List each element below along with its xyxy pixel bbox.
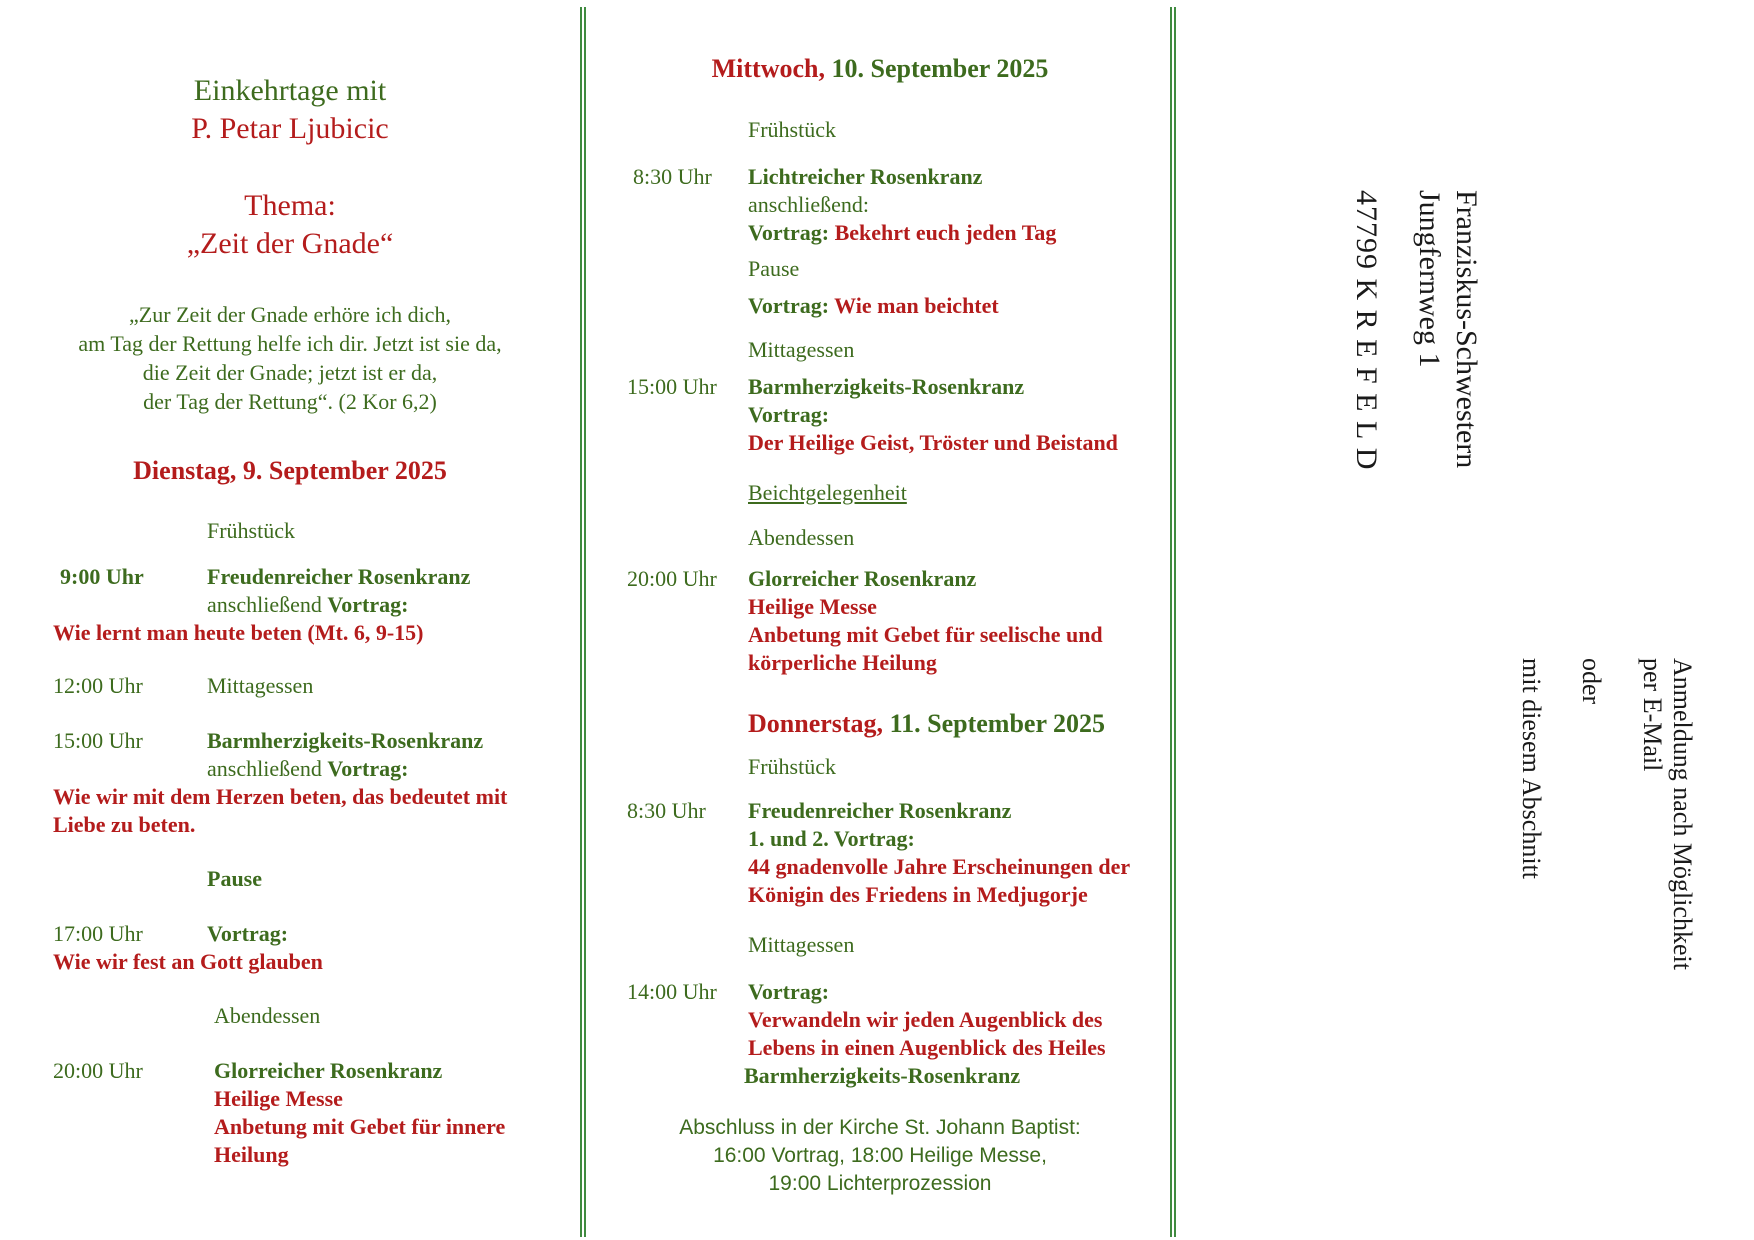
- day-heading-thursday: [748, 708, 1105, 740]
- registration-line1: Anmeldung nach Möglichkeit: [1668, 658, 1697, 970]
- theme-label: Thema:: [244, 189, 336, 222]
- thu-rosary-joyful: Freudenreicher Rosenkranz: [748, 798, 1012, 823]
- thu-talk-1-line1: 44 gnadenvolle Jahre Erscheinungen der: [748, 854, 1131, 879]
- day-heading-tuesday: Dienstag, 9. September 2025: [133, 456, 447, 485]
- closing-line1: Abschluss in der Kirche St. Johann Baptist:: [679, 1116, 1081, 1139]
- wed-dinner: Abendessen: [748, 525, 855, 550]
- wed-talk-3-label: Vortrag:: [748, 402, 830, 427]
- tue-talk-1: Wie lernt man heute beten (Mt. 6, 9-15): [53, 620, 424, 645]
- thu-time-0830: 8:30 Uhr: [627, 798, 706, 823]
- tue-time-1500: 15:00 Uhr: [53, 728, 143, 753]
- tue-rosary-glorious: Glorreicher Rosenkranz: [214, 1058, 443, 1083]
- wed-date: 10. September 2025: [831, 54, 1049, 83]
- tue-talk-2-line2: Liebe zu beten.: [53, 812, 196, 837]
- thu-talk-2-label: Vortrag:: [748, 979, 830, 1004]
- tue-time-2000: 20:00 Uhr: [53, 1058, 143, 1083]
- wed-talk-1-title: Bekehrt euch jeden Tag: [834, 220, 1057, 245]
- address-name: Franziskus-Schwestern: [1450, 190, 1483, 469]
- wed-talk-3: Der Heilige Geist, Tröster und Beistand: [748, 430, 1118, 455]
- wed-talk-1: [748, 218, 1056, 247]
- wed-talk-2-title: Wie man beichtet: [834, 293, 999, 318]
- thu-breakfast: Frühstück: [748, 754, 836, 779]
- fold-line-left-a: [580, 7, 582, 1237]
- registration-line3: oder: [1577, 658, 1606, 705]
- event-title-line1: Einkehrtage mit: [193, 74, 387, 107]
- thu-talk-1-label: 1. und 2. Vortrag:: [748, 826, 915, 851]
- registration-line4: mit diesem Abschnitt: [1517, 658, 1546, 879]
- thu-talk-1-line2: Königin des Friedens in Medjugorje: [748, 882, 1088, 907]
- thu-time-1400: 14:00 Uhr: [627, 979, 717, 1004]
- wed-after: anschließend:: [748, 192, 869, 217]
- wed-talk-2-label: Vortrag:: [748, 293, 835, 318]
- fold-line-right-b: [1174, 7, 1176, 1237]
- tue-talk-2-line1: Wie wir mit dem Herzen beten, das bedeutet mit: [53, 784, 508, 809]
- bible-quote-line4: der Tag der Rettung“. (2 Kor 6,2): [143, 389, 437, 414]
- tue-talk-intro-label-2: Vortrag:: [327, 756, 409, 781]
- wed-lunch: Mittagessen: [748, 337, 855, 362]
- tue-adoration-line1: Anbetung mit Gebet für innere: [214, 1114, 506, 1139]
- fold-line-left-b: [584, 7, 586, 1237]
- wed-confession: Beichtgelegenheit: [748, 480, 907, 505]
- wed-holy-mass: Heilige Messe: [748, 594, 877, 619]
- tue-time-1700: 17:00 Uhr: [53, 921, 143, 946]
- tue-adoration-line2: Heilung: [214, 1142, 289, 1167]
- tue-time-0900: 9:00 Uhr: [60, 564, 144, 589]
- tue-rosary-joyful: Freudenreicher Rosenkranz: [207, 564, 471, 589]
- day-heading-wednesday: [600, 53, 1160, 85]
- fold-line-right-a: [1170, 7, 1172, 1237]
- wed-rosary-mercy: Barmherzigkeits-Rosenkranz: [748, 374, 1025, 399]
- wed-talk-2: [748, 291, 999, 320]
- wed-rosary-luminous: Lichtreicher Rosenkranz: [748, 164, 983, 189]
- tue-talk-intro-prefix-2: anschließend: [207, 756, 328, 781]
- wed-weekday: Mittwoch,: [711, 54, 832, 83]
- tue-talk-intro-1: [207, 590, 408, 619]
- thu-rosary-mercy: Barmherzigkeits-Rosenkranz: [744, 1063, 1021, 1088]
- tue-breakfast: Frühstück: [207, 518, 295, 543]
- thu-weekday: Donnerstag,: [748, 709, 890, 738]
- address-city: 47799 K R E F E L D: [1350, 190, 1383, 471]
- tue-pause: Pause: [207, 866, 262, 891]
- event-title-speaker: P. Petar Ljubicic: [191, 112, 389, 145]
- tue-talk-3: Wie wir fest an Gott glauben: [53, 949, 323, 974]
- closing-line3: 19:00 Lichterprozession: [768, 1172, 992, 1195]
- tue-talk-intro-2: [207, 754, 408, 783]
- thu-date: 11. September 2025: [889, 709, 1106, 738]
- thu-talk-2-line1: Verwandeln wir jeden Augenblick des: [748, 1007, 1103, 1032]
- wed-adoration-line1: Anbetung mit Gebet für seelische und: [748, 622, 1103, 647]
- thu-lunch: Mittagessen: [748, 932, 855, 957]
- bible-quote-line1: „Zur Zeit der Gnade erhöre ich dich,: [129, 302, 451, 327]
- bible-quote-line3: die Zeit der Gnade; jetzt ist er da,: [142, 360, 438, 385]
- thu-talk-2-line2: Lebens in einen Augenblick des Heiles: [748, 1035, 1106, 1060]
- bible-quote-line2: am Tag der Rettung helfe ich dir. Jetzt ist sie da,: [78, 331, 502, 356]
- address-street: Jungfernweg 1: [1413, 190, 1446, 368]
- tue-rosary-mercy: Barmherzigkeits-Rosenkranz: [207, 728, 484, 753]
- tue-holy-mass: Heilige Messe: [214, 1086, 343, 1111]
- wed-talk-1-label: Vortrag:: [748, 220, 835, 245]
- registration-line2: per E-Mail: [1638, 658, 1667, 772]
- tue-lunch: Mittagessen: [207, 673, 314, 698]
- tue-talk-3-label: Vortrag:: [207, 921, 289, 946]
- closing-line2: 16:00 Vortrag, 18:00 Heilige Messe,: [713, 1144, 1047, 1167]
- wed-time-2000: 20:00 Uhr: [627, 566, 717, 591]
- wed-pause: Pause: [748, 256, 800, 281]
- wed-time-0830: 8:30 Uhr: [633, 164, 712, 189]
- wed-adoration-line2: körperliche Heilung: [748, 650, 937, 675]
- tue-dinner: Abendessen: [214, 1003, 321, 1028]
- tue-talk-intro-prefix: anschließend: [207, 592, 328, 617]
- tue-time-1200: 12:00 Uhr: [53, 673, 143, 698]
- wed-breakfast: Frühstück: [748, 117, 836, 142]
- tue-talk-intro-label: Vortrag:: [327, 592, 409, 617]
- wed-rosary-glorious: Glorreicher Rosenkranz: [748, 566, 977, 591]
- theme-title: „Zeit der Gnade“: [186, 227, 394, 260]
- wed-time-1500: 15:00 Uhr: [627, 374, 717, 399]
